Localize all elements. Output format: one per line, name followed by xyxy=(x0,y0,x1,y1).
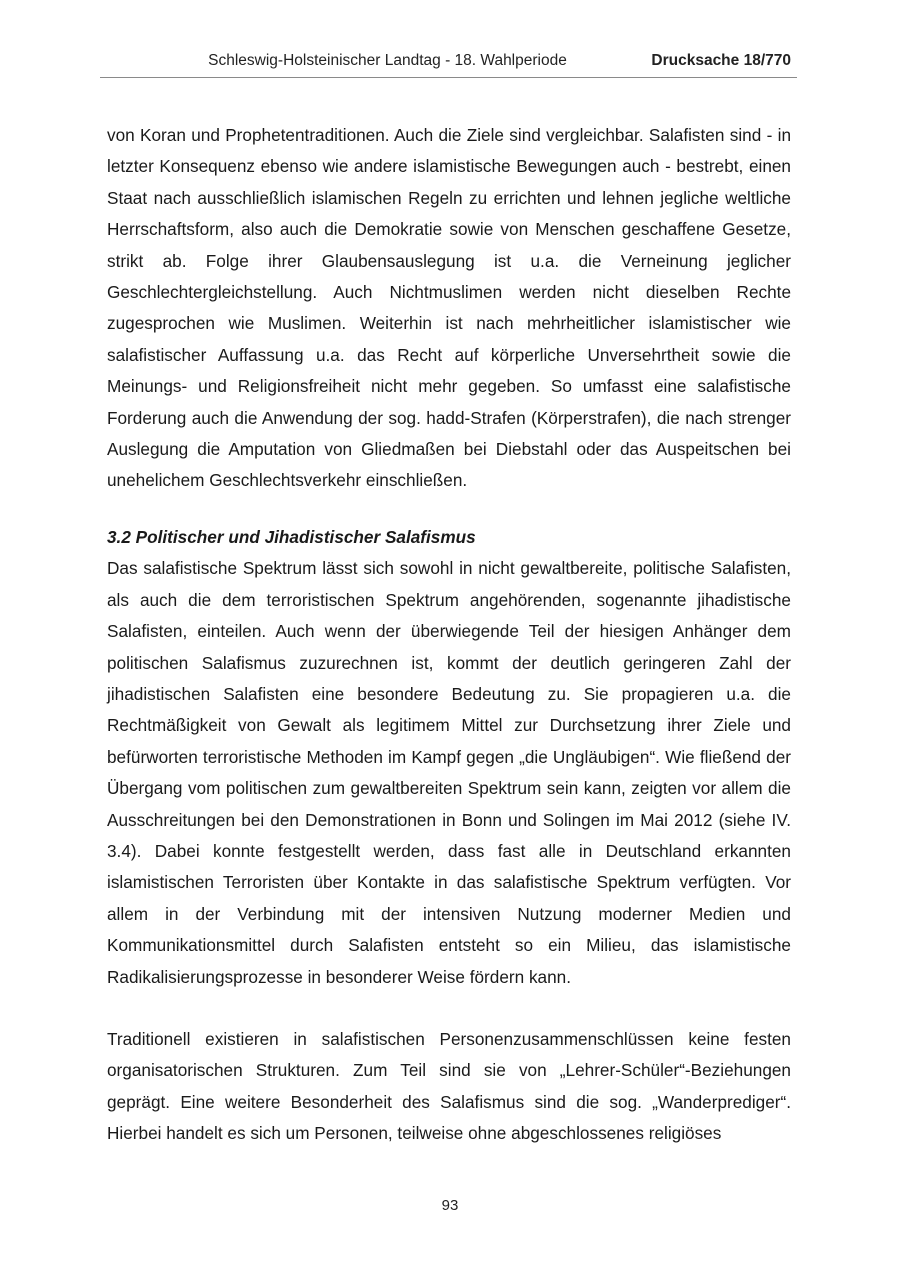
page-header xyxy=(100,50,797,78)
page-number: 93 xyxy=(441,1197,459,1214)
header-title: Schleswig-Holsteinischer Landtag - 18. Wahlperiode xyxy=(208,52,567,69)
page-body xyxy=(107,120,791,1150)
paragraph-1: von Koran und Prophetentraditionen. Auch die Ziele sind vergleichbar. Salafisten sind - in letzter Konsequenz ebenso wie andere islamistische Bewegungen auch - bestrebt, einen Staat nach ausschließlich islamischen Regeln zu errichten und lehnen jegliche weltliche Herrschaftsform, also auch die Demokratie sowie von Menschen geschaffene Gesetze, strikt ab. Folge ihrer Glaubensauslegung ist u.a. die Verneinung jeglicher Geschlechtergleichstellung. Auch Nichtmuslimen werden nicht dieselben Rechte zugesprochen wie Muslimen. Weiterhin ist nach mehrheitlicher islamistischer wie salafistischer Auffassung u.a. das Recht auf körperliche Unversehrtheit sowie die Meinungs- und Religionsfreiheit nicht mehr gegeben. So umfasst eine salafistische Forderung auch die Anwendung der sog. hadd-Strafen (Körperstrafen), die nach strenger Auslegung die Amputation von Gliedmaßen bei Diebstahl oder das Auspeitschen bei unehelichem Geschlechtsverkehr einschließen. xyxy=(107,125,791,491)
paragraph-3: Traditionell existieren in salafistischen Personenzusammenschlüssen keine festen organisatorischen Strukturen. Zum Teil sind sie von „Lehrer-Schüler“-Beziehungen geprägt. Eine weitere Besonderheit des Salafismus sind die sog. „Wanderprediger“. Hierbei handelt es sich um Personen, teilweise ohne abgeschlossenes religiöses xyxy=(107,1028,791,1144)
paragraph-2: Das salafistische Spektrum lässt sich sowohl in nicht gewaltbereite, politische Salafisten, als auch die dem terroristischen Spektrum angehörenden, sogenannte jihadistische Salafisten, einteilen. Auch wenn der überwiegende Teil der hiesigen Anhänger dem politischen Salafismus zuzurechnen ist, kommt der deutlich geringeren Zahl der jihadistischen Salafisten eine besondere Bedeutung zu. Sie propagieren u.a. die Rechtmäßigkeit von Gewalt als legitimem Mittel zur Durchsetzung ihrer Ziele und befürworten terroristische Methoden im Kampf gegen „die Ungläubigen“. Wie fließend der Übergang vom politischen zum gewaltbereiten Spektrum sein kann, zeigten vor allem die Ausschreitungen bei den Demonstrationen in Bonn und Solingen im Mai 2012 (siehe IV. 3.4). Dabei konnte festgestellt werden, dass fast alle in Deutschland erkannten islamistischen Terroristen über Kontakte in das salafistische Spektrum verfügten. Vor allem in der Verbindung mit der intensiven Nutzung moderner Medien und Kommunikationsmittel durch Salafisten entsteht so ein Milieu, das islamistische Radikalisierungsprozesse in besonderer Weise fördern kann. xyxy=(107,558,791,987)
section-heading: 3.2 Politischer und Jihadistischer Salafismus xyxy=(107,526,476,547)
paragraph-spacer xyxy=(107,993,791,1024)
document-number: Drucksache 18/770 xyxy=(651,52,791,69)
paragraph-spacer xyxy=(107,497,791,522)
